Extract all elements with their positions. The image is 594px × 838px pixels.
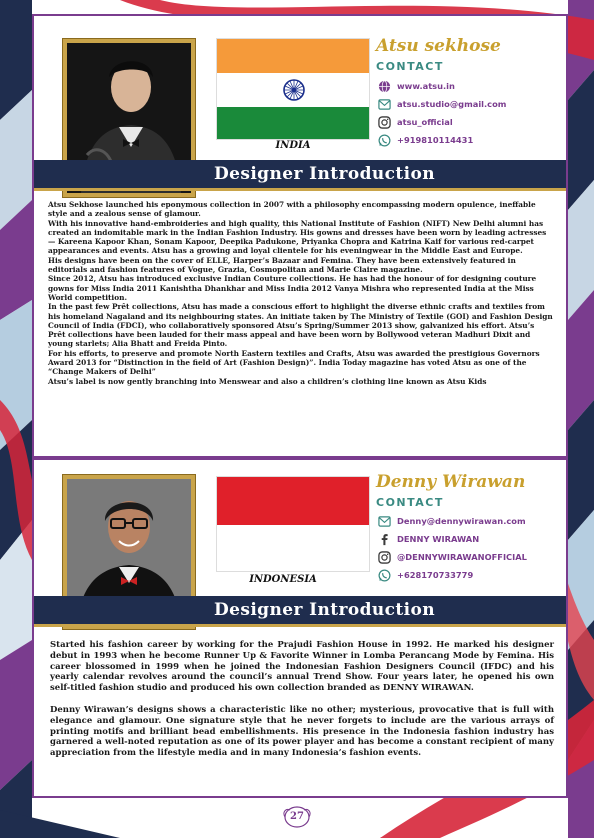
- instagram-icon: [378, 551, 391, 564]
- contact-whatsapp[interactable]: +628170733779: [378, 568, 473, 582]
- intro-paragraph: With his innovative hand-embroideries and high quality, this National Institute of Fashion (NIFT) New Delhi alumni has created an indomitable mark in the Indian Fashion Industry. His gowns and dresses have been worn by leading actresses — Kareena Kapoor Khan, Sonam Kapoor, Deepika Padukone, Priyanka Chopra and Katrina Kaif for various red-carpet appearances and events. Atsu has a growing and loyal clientele for his eveningwear in the Middle East and Europe.: [48, 218, 547, 256]
- section-title: Designer Introduction: [214, 164, 435, 184]
- intro-paragraph: His designs have been on the cover of ELLE, Harper’s Bazaar and Femina. They have been extensively featured in editorials and fashion features of Vogue, Grazia, Cosmopolitan and Marie Claire magazine.: [48, 255, 516, 275]
- designer-name: Atsu sekhose: [376, 36, 501, 56]
- indonesia-flag: [216, 476, 370, 572]
- designer-name: Denny Wirawan: [376, 472, 526, 492]
- banner-gold-strip: [34, 188, 566, 191]
- designer-card-denny: [32, 458, 568, 798]
- contact-instagram[interactable]: atsu_official: [378, 115, 453, 129]
- contact-whatsapp[interactable]: +919810114431: [378, 133, 473, 147]
- intro-paragraph: Atsu’s label is now gently branching into Menswear and also a children’s clothing line known as Atsu Kids: [48, 376, 487, 386]
- contact-email[interactable]: atsu.studio@gmail.com: [378, 97, 506, 111]
- ashoka-chakra-icon: [282, 78, 306, 102]
- banner-gold-strip: [34, 624, 566, 627]
- contact-email[interactable]: Denny@dennywirawan.com: [378, 514, 526, 528]
- email-icon: [378, 515, 391, 528]
- globe-icon: [378, 80, 391, 93]
- designer-introduction-text: [50, 640, 554, 770]
- intro-paragraph: In the past few Prêt collections, Atsu has made a conscious effort to highlight the diverse ethnic crafts and textiles from his homeland Nagaland and its neighbouring states. An initiate taken by The Ministry of Textile (GOI) and Fashion Design Council of India (FDCI), who collaboratively sponsored Atsu’s Spring/Summer 2013 show, galvanized his effort. Atsu’s Prêt collections have been lauded for their mass appeal and have been worn by Bollywood veteran Madhuri Dixit and young starlets; Alia Bhatt and Freida Pinto.: [48, 302, 553, 349]
- whatsapp-icon: [378, 569, 391, 582]
- facebook-icon: [378, 533, 391, 546]
- section-title: Designer Introduction: [214, 600, 435, 620]
- contact-heading: CONTACT: [376, 60, 444, 73]
- contact-website[interactable]: www.atsu.in: [378, 79, 455, 93]
- intro-paragraph: For his efforts, to preserve and promote North Eastern textiles and Crafts, Atsu was awarded the prestigious Governors Award 2013 for “Distinction in the field of Art (Fashion Design)”. India Today magazine has voted Atsu as one of the “Change Makers of Delhi”: [48, 348, 540, 377]
- page-number: [282, 804, 312, 830]
- country-label: INDONESIA: [249, 574, 317, 585]
- contact-instagram[interactable]: @DENNYWIRAWANOFFICIAL: [378, 550, 527, 564]
- designer-card-atsu: [32, 14, 568, 458]
- intro-paragraph: Atsu Sekhose launched his eponymous collection in 2007 with a philosophy encompassing modern opulence, ineffable style and a zealous sense of glamour.: [48, 200, 536, 219]
- email-icon: [378, 98, 391, 111]
- intro-paragraph: Started his fashion career by working for the Prajudi Fashion House in 1992. He marked his designer debut in 1993 when he become Runner Up & Favorite Winner in Lomba Perancang Mode by Femina. His career blossomed in 1999 when he joined the Indonesian Fashion Designers Council (IFDC) and his yearly calendar revolves around the council’s annual Trend Show. Four years later, he opened his own self-titled fashion studio and produced his own collection branded as DENNY WIRAWAN.: [50, 640, 554, 694]
- page-number-text: 27: [290, 811, 304, 822]
- intro-paragraph: Denny Wirawan’s designs shows a characteristic like no other; mysterious, provocative that is full with elegance and glamour. One signature style that he never forgets to include are the various arrays of printing motifs and brilliant bead embellishments. His presence in the Indonesia fashion industry has garnered a well-noted reputation as one of its power player and has become a constant recipient of many appreciation from the lifestyle media and in many Indonesia’s fashion events.: [50, 704, 554, 759]
- instagram-icon: [378, 116, 391, 129]
- contact-facebook[interactable]: DENNY WIRAWAN: [378, 532, 479, 546]
- section-banner: [34, 160, 566, 188]
- india-flag: [216, 38, 370, 140]
- designer-introduction-text: [48, 200, 554, 386]
- section-banner: [34, 596, 566, 624]
- contact-heading: CONTACT: [376, 496, 444, 509]
- whatsapp-icon: [378, 134, 391, 147]
- intro-paragraph: Since 2012, Atsu has introduced exclusive Indian Couture collections. He has had the honour of for designing couture gowns for Miss India 2011 Kanishtha Dhankhar and Miss India 2012 Vanya Mishra who represented India at the Miss World competition.: [48, 274, 537, 302]
- country-label: INDIA: [275, 140, 311, 151]
